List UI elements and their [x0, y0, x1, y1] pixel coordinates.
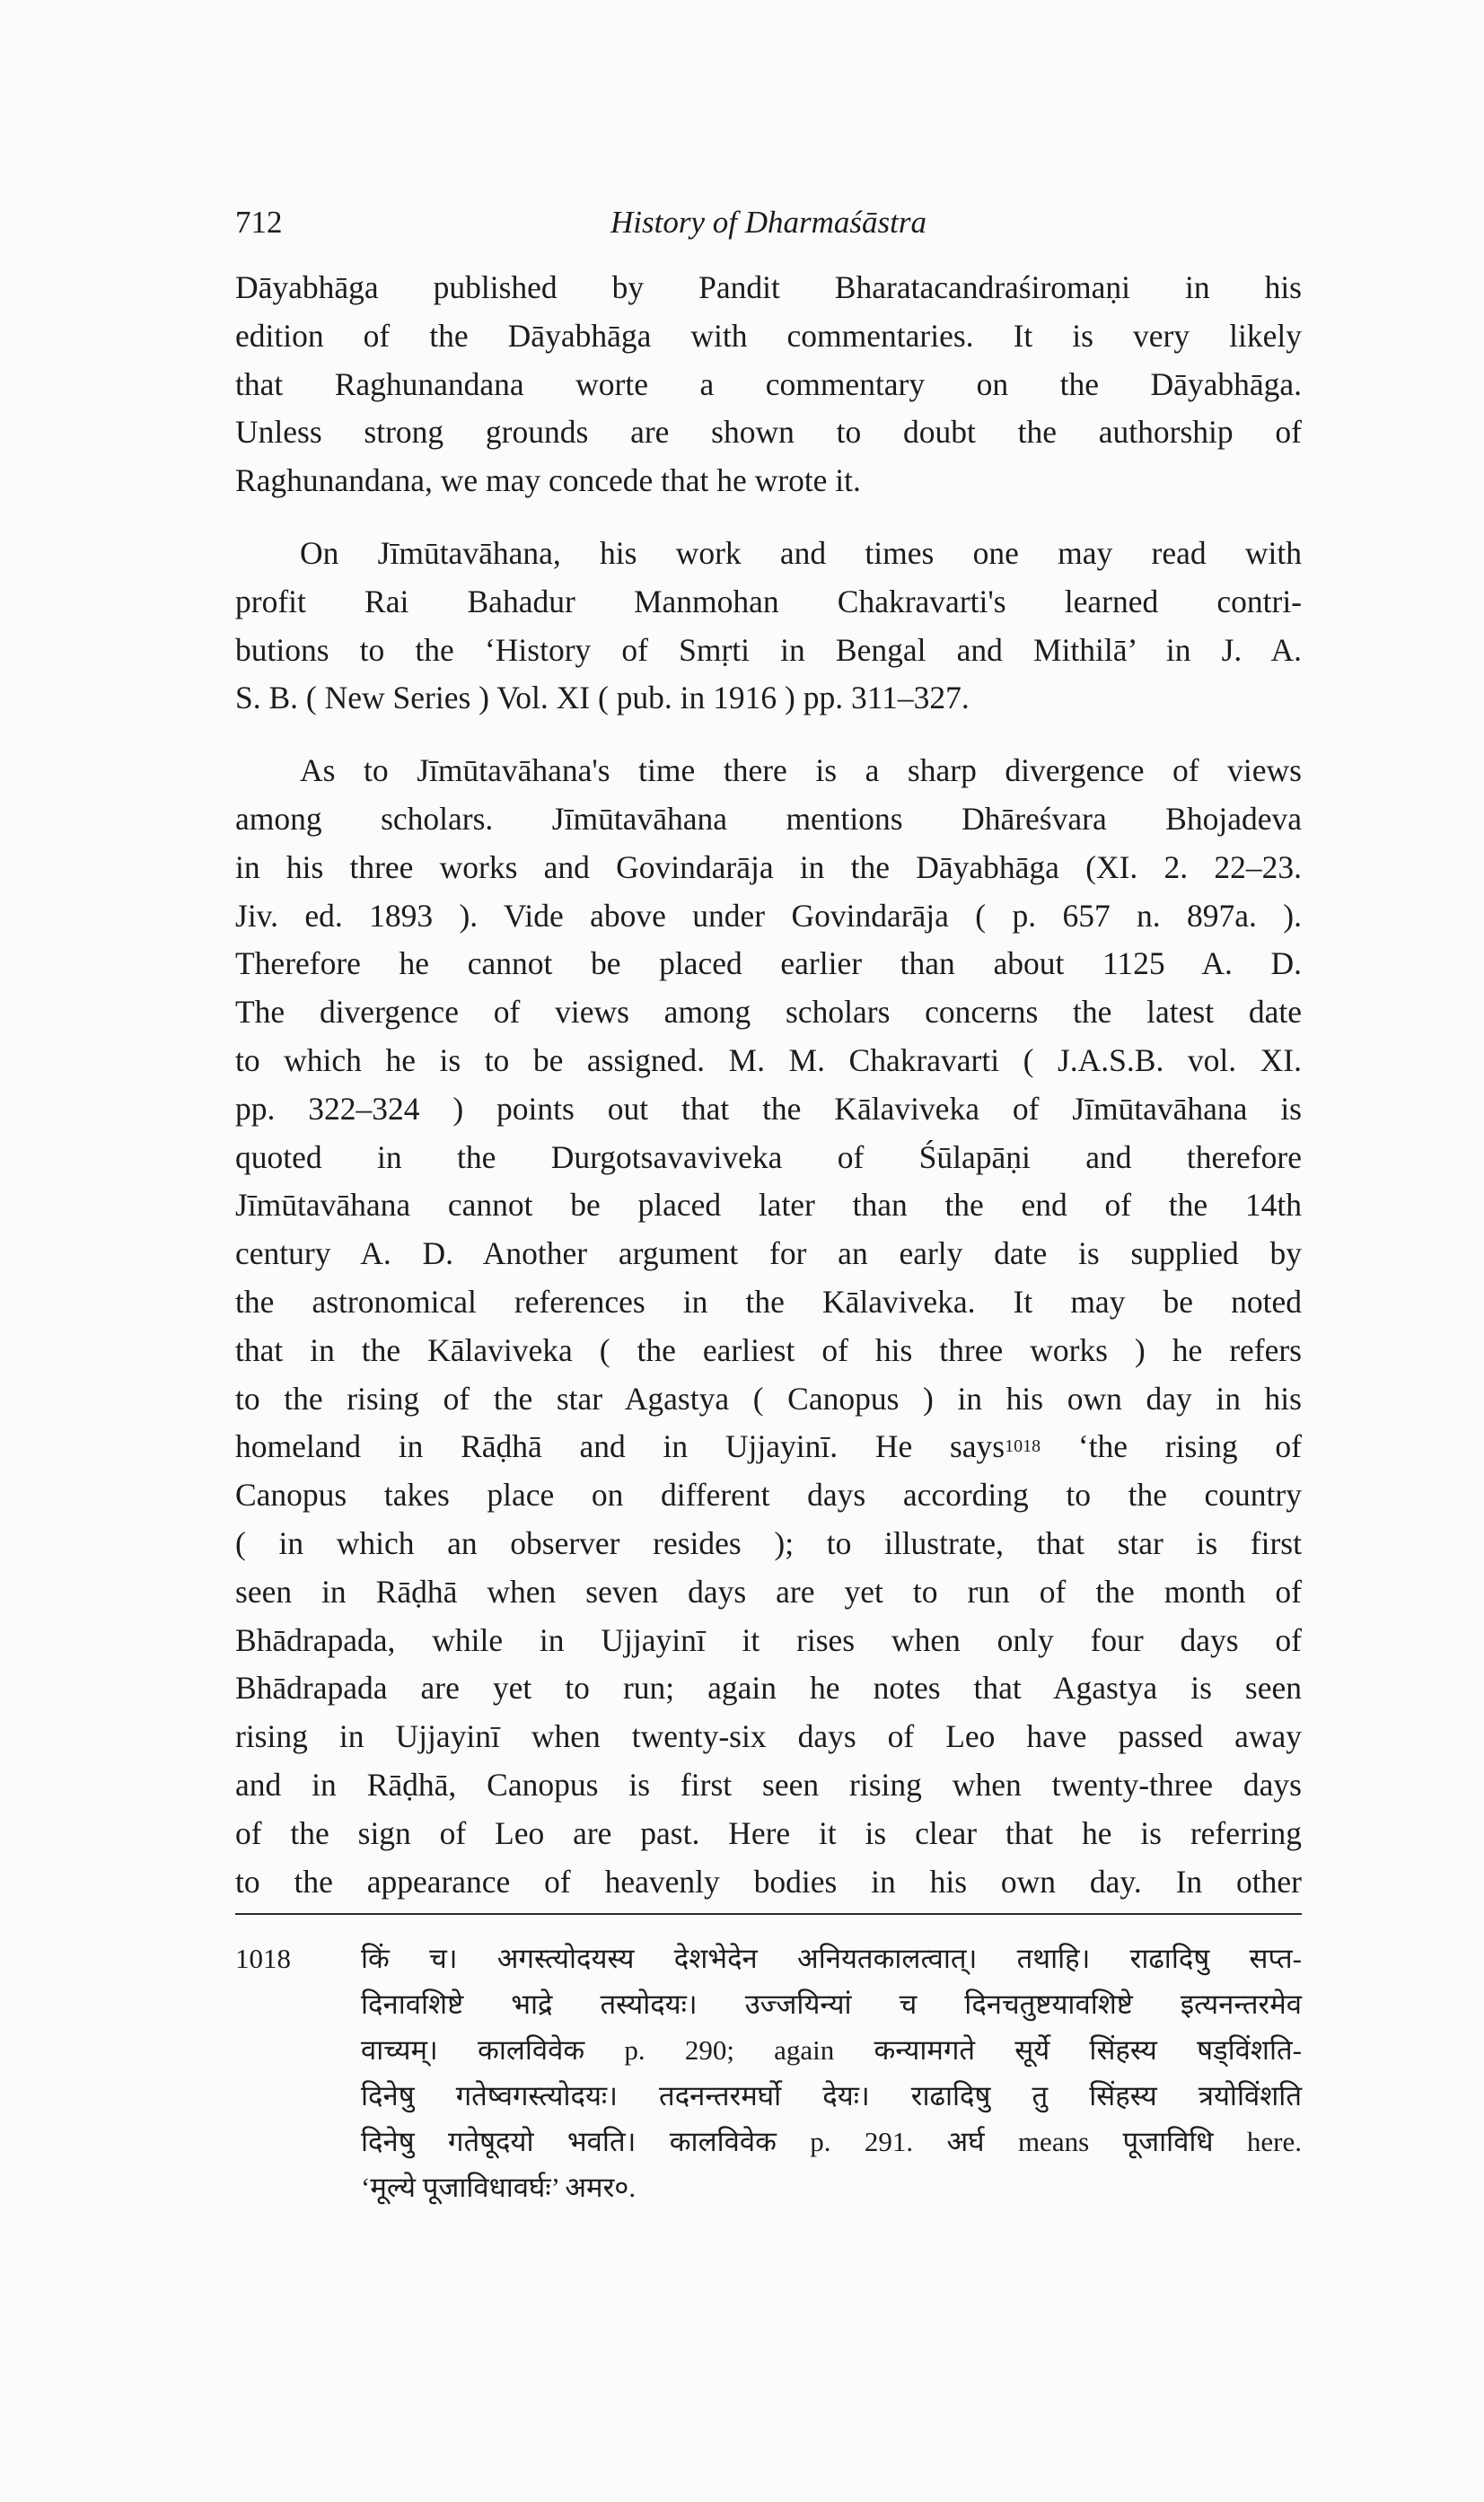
text-line: to the appearance of heavenly bodies in his own day. In other — [235, 1863, 1302, 1900]
text-segment: homeland in Rāḍhā and in Ujjayinī. He says — [235, 1428, 1005, 1465]
footnote-body — [361, 1936, 1302, 2210]
page-number: 712 — [235, 205, 283, 240]
footnote-line: वाच्यम्। कालविवेक p. 290; again कन्यामगते सूर्ये सिंहस्य षड्विंशति- — [361, 2034, 1302, 2066]
footnote-line: दिनेषु गतेष्वगस्त्योदयः। तदनन्तरमर्घो देयः। राढादिषु तु सिंहस्य त्रयोविंशति — [361, 2080, 1302, 2111]
text-line-with-footnote-ref — [235, 1423, 1302, 1471]
text-line: Jiv. ed. 1893 ). Vide above under Govindarāja ( p. 657 n. 897a. ). — [235, 897, 1302, 934]
text-segment: ‘the rising of — [1041, 1428, 1302, 1465]
footnote-line: ‘मूल्ये पूजाविधावर्घः’ अमर०. — [361, 2172, 637, 2203]
text-line: ( in which an observer resides ); to illustrate, that star is first — [235, 1524, 1302, 1561]
text-line: that in the Kālaviveka ( the earliest of his three works ) he refers — [235, 1331, 1302, 1368]
text-line: Canopus takes place on different days according to the country — [235, 1477, 1302, 1514]
text-line: Raghunandana, we may concede that he wrote it. — [235, 462, 861, 499]
text-line: to which he is to be assigned. M. M. Chakravarti ( J.A.S.B. vol. XI. — [235, 1041, 1302, 1078]
footnote-rule — [235, 1913, 1302, 1915]
footnote-ref[interactable]: 1018 — [1005, 1436, 1041, 1457]
text-line: The divergence of views among scholars concerns the latest date — [235, 994, 1302, 1031]
running-header — [235, 205, 1302, 264]
footnote — [235, 1936, 1302, 2210]
paragraph-1 — [235, 264, 1302, 505]
text-line: century A. D. Another argument for an early date is supplied by — [235, 1235, 1302, 1272]
footnote-number: 1018 — [235, 1943, 291, 1974]
text-line: S. B. ( New Series ) Vol. XI ( pub. in 1916 ) pp. 311–327. — [235, 680, 970, 716]
text-line: pp. 322–324 ) points out that the Kālaviveka of Jīmūtavāhana is — [235, 1090, 1302, 1127]
text-line: quoted in the Durgotsavaviveka of Śūlapāṇi and therefore — [235, 1138, 1302, 1175]
text-line: to the rising of the star Agastya ( Canopus ) in his own day in his — [235, 1380, 1302, 1417]
page — [235, 205, 1302, 1906]
text-line: of the sign of Leo are past. Here it is clear that he is referring — [235, 1814, 1302, 1851]
text-line: seen in Rāḍhā when seven days are yet to run of the month of — [235, 1573, 1302, 1610]
text-line: edition of the Dāyabhāga with commentaries. It is very likely — [235, 317, 1302, 354]
running-title: History of Dharmaśāstra — [610, 205, 926, 240]
text-line: As to Jīmūtavāhana's time there is a sharp divergence of views — [300, 752, 1302, 789]
text-line: Unless strong grounds are shown to doubt the authorship of — [235, 414, 1302, 451]
text-line: rising in Ujjayinī when twenty-six days of Leo have passed away — [235, 1718, 1302, 1755]
text-line: that Raghunandana worte a commentary on the Dāyabhāga. — [235, 365, 1302, 402]
text-line: Therefore he cannot be placed earlier than about 1125 A. D. — [235, 945, 1302, 982]
paragraph-3 — [235, 747, 1302, 1906]
text-line: On Jīmūtavāhana, his work and times one may read with — [300, 534, 1302, 571]
paragraph-2 — [235, 530, 1302, 723]
footnote-line: दिनेषु गतेषूदयो भवति। कालविवेक p. 291. अर्घ means पूजाविधि here. — [361, 2126, 1302, 2157]
text-line: Jīmūtavāhana cannot be placed later than the end of the 14th — [235, 1187, 1302, 1224]
footnote-line: दिनावशिष्टे भाद्रे तस्योदयः। उज्जयिन्यां च दिनचतुष्टयावशिष्टे इत्यनन्तरमेव — [361, 1988, 1302, 2020]
text-line: butions to the ‘History of Smṛti in Bengal and Mithilā’ in J. A. — [235, 631, 1302, 668]
text-line: Bhādrapada are yet to run; again he notes that Agastya is seen — [235, 1670, 1302, 1707]
text-line: the astronomical references in the Kālaviveka. It may be noted — [235, 1283, 1302, 1320]
text-line: and in Rāḍhā, Canopus is first seen rising when twenty-three days — [235, 1766, 1302, 1803]
footnote-line: किं च। अगस्त्योदयस्य देशभेदेन अनियतकालत्वात्। तथाहि। राढादिषु सप्त- — [361, 1943, 1302, 1974]
text-line: profit Rai Bahadur Manmohan Chakravarti's learned contri- — [235, 583, 1302, 619]
text-line: Dāyabhāga published by Pandit Bharatacandraśiromaṇi in his — [235, 269, 1302, 305]
body-text — [235, 264, 1302, 1906]
text-line: among scholars. Jīmūtavāhana mentions Dhāreśvara Bhojadeva — [235, 800, 1302, 837]
text-line: in his three works and Govindarāja in the Dāyabhāga (XI. 2. 22–23. — [235, 848, 1302, 885]
text-line: Bhādrapada, while in Ujjayinī it rises when only four days of — [235, 1621, 1302, 1658]
